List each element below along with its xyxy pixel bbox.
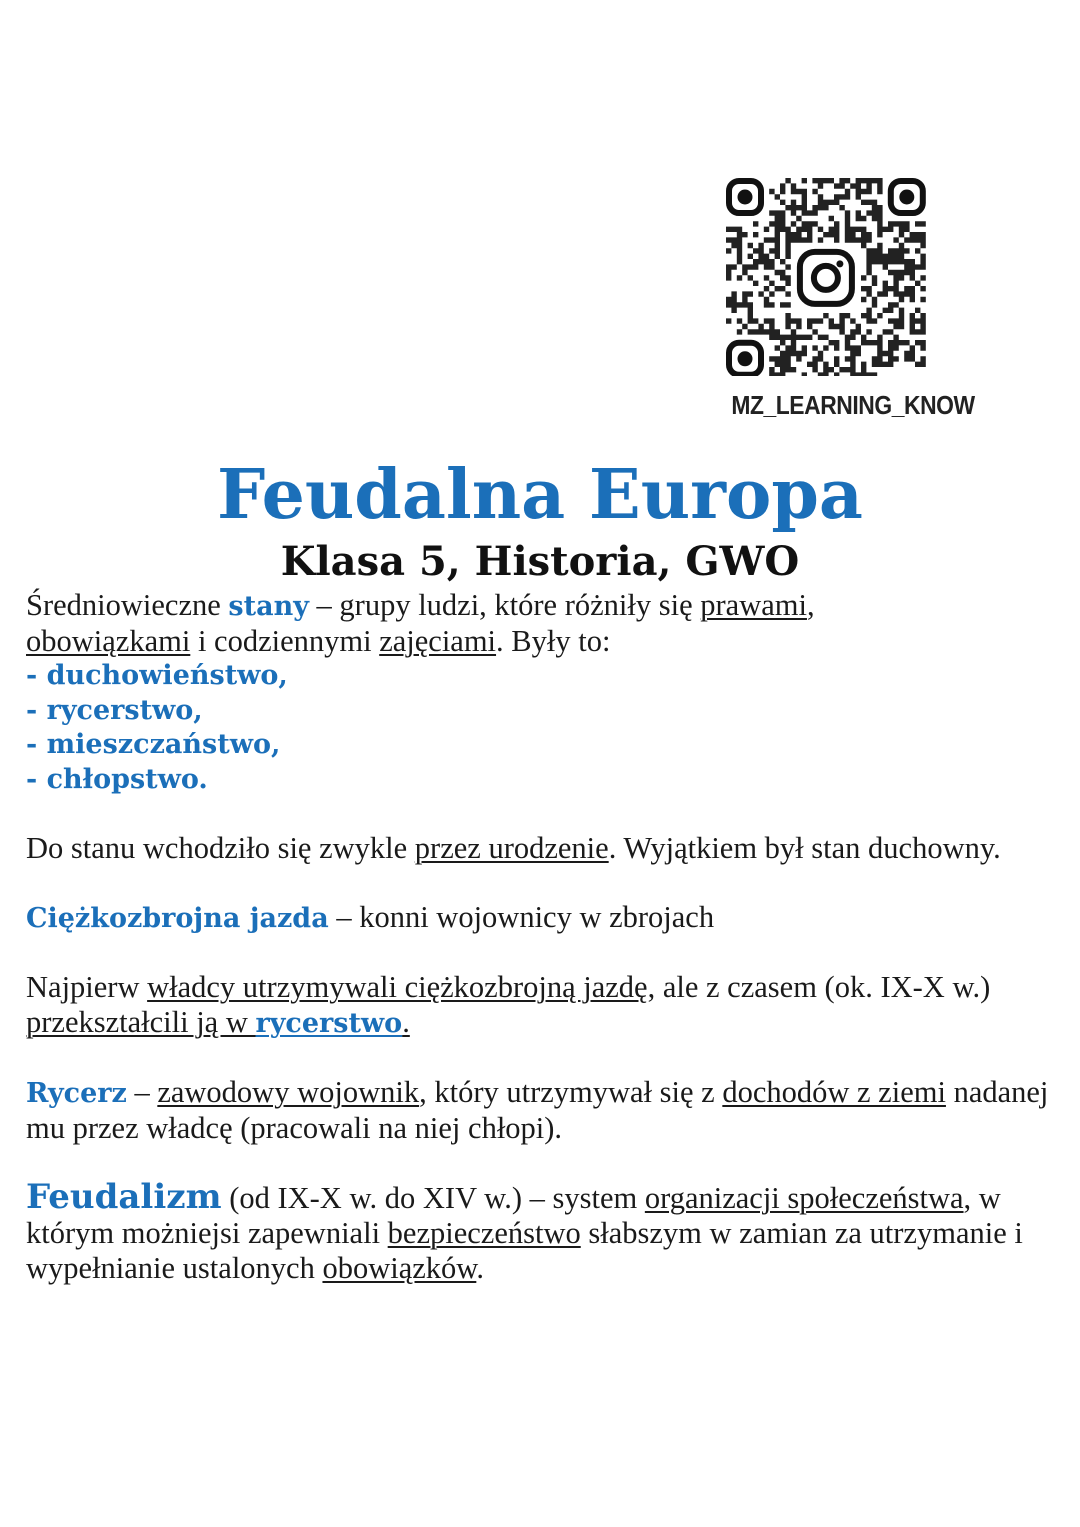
paragraph-jazda: Ciężkozbrojna jazda – konni wojownicy w zbrojach: [26, 900, 715, 934]
paragraph-urodzenie: Do stanu wchodziło się zwykle przez urodzenie. Wyjątkiem był stan duchowny.: [26, 831, 1001, 865]
term-rycerz: Rycerz: [26, 1078, 127, 1109]
qr-finder-bottom-left: [729, 343, 761, 375]
paragraph-najpierw: Najpierw władcy utrzymywali ciężkozbrojną jazdę, ale z czasem (ok. IX-X w.) przekształcili ją w rycerstwo.: [26, 970, 991, 1039]
term-rycerstwo: rycerstwo: [255, 1008, 403, 1039]
instagram-icon: [792, 244, 860, 312]
list-item: - chłopstwo.: [26, 763, 208, 795]
list-item: - duchowieństwo,: [26, 660, 288, 691]
list-item: - mieszczaństwo,: [26, 729, 281, 760]
term-stany: stany: [228, 591, 309, 622]
qr-finder-top-right: [891, 181, 923, 213]
paragraph-stany: Średniowieczne stany – grupy ludzi, które różniły się prawami, obowiązkami i codziennymi zajęciami. Były to:: [26, 588, 815, 658]
paragraph-rycerz: Rycerz – zawodowy wojownik, który utrzymywał się z dochodów z ziemi nadanej mu przez władcę (pracowali na niej chłopi).: [26, 1075, 1049, 1145]
term-feudalizm: Feudalizm: [26, 1177, 222, 1217]
qr-handle: MZ_LEARNING_KNOW: [731, 390, 975, 420]
page-subtitle: Klasa 5, Historia, GWO: [280, 538, 800, 585]
estates-list: [26, 659, 1061, 797]
term-jazda: Ciężkozbrojna jazda: [26, 903, 329, 934]
list-item: - rycerstwo,: [26, 694, 203, 726]
qr-code[interactable]: [718, 176, 940, 376]
paragraph-feudalizm: Feudalizm (od IX-X w. do XIV w.) – system organizacji społeczeństwa, w którym możniejsi zapewniali bezpieczeństwo słabszym w zamian za utrzymanie i wypełnianie ustalonych obowiązków.: [26, 1177, 1023, 1285]
qr-finder-top-left: [729, 181, 761, 213]
notes-body: [26, 588, 1061, 1286]
page-title: Feudalna Europa: [217, 455, 863, 535]
qr-code-block[interactable]: [718, 176, 975, 421]
